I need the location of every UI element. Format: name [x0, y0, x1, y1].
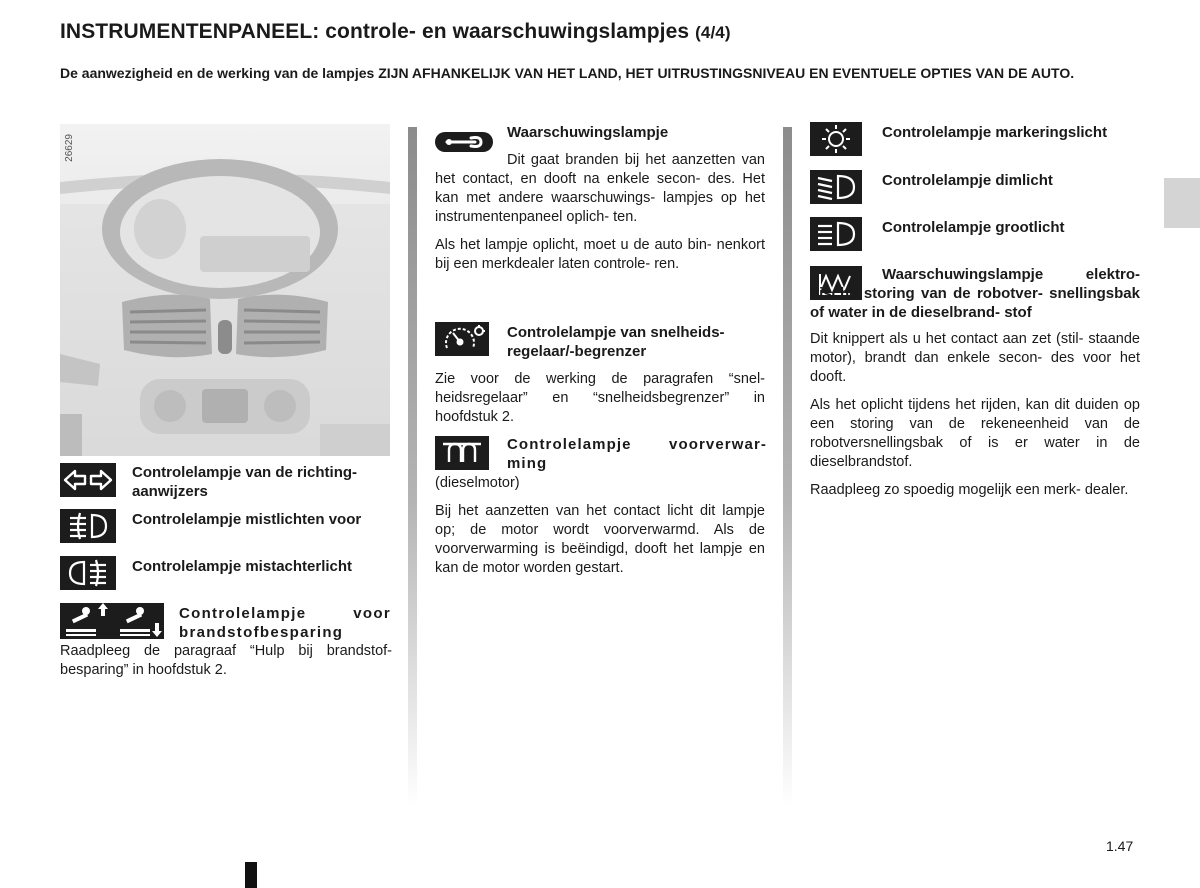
main-beam-entry — [810, 217, 862, 256]
main-beam-icon — [810, 217, 862, 251]
column-separator — [783, 127, 792, 807]
gearbox-fault-paragraph-3: Raadpleeg zo spoedig mogelijk een merk- dealer. — [810, 482, 1129, 498]
cruise-text — [435, 370, 765, 427]
warning-paragraph-2: Als het lampje oplicht, moet u de auto bin- nenkort bij een merkdealer laten controle- ren. — [435, 237, 765, 272]
sidelight-entry — [810, 122, 862, 161]
page-part: (4/4) — [695, 23, 731, 42]
fuel-economy-paragraph: Raadpleeg de paragraaf “Hulp bij brandstof- besparing” in hoofdstuk 2. — [60, 643, 392, 678]
gearbox-fault-paragraph-2: Als het oplicht tijdens het rijden, kan dit duiden op een storing van de rekeneenheid van de robotversnellingsbak of is er water in de dieselbrandstof. — [810, 397, 1140, 470]
intro-text: De aanwezigheid en de werking van de lampjes ZIJN AFHANKELIJK VAN HET LAND, HET UITRUSTINGSNIVEAU EN EVENTUELE OPTIES VAN DE AUTO. — [60, 65, 1075, 81]
page-title — [60, 20, 731, 44]
fuel-economy-shift-icon — [60, 603, 164, 639]
front-fog-label: Controlelampje mistlichten voor — [132, 511, 362, 528]
warning-text — [435, 151, 765, 274]
preheat-entry — [435, 436, 489, 475]
direction-indicator-arrows-icon — [60, 463, 116, 497]
dipped-beam-icon — [810, 170, 862, 204]
dipped-beam-entry — [810, 170, 862, 209]
gearbox-fault-label: Waarschuwingslampje elektro- nische storing van de robotver- snellingsbak of water in de dieselbrand- stof — [810, 266, 1140, 321]
page-number: 1.47 — [1106, 838, 1134, 854]
gearbox-fault-paragraph-1: Dit knippert als u het contact aan zet (stil- staande motor), brandt dan enkele secon- des voor het dooft. — [810, 331, 1140, 385]
warning-label: Waarschuwingslampje — [507, 124, 669, 141]
front-fog-entry — [60, 509, 116, 548]
rear-fog-entry — [60, 556, 116, 595]
glow-plug-icon — [435, 436, 489, 470]
rear-fog-light-icon — [60, 556, 116, 590]
column-separator — [408, 127, 417, 807]
cruise-entry — [435, 322, 489, 361]
indicator-label: Controlelampje van de richting- aanwijzers — [132, 464, 358, 500]
gearbox-fault-text — [810, 265, 1140, 500]
warning-paragraph-1: Dit gaat branden bij het aanzetten van het contact, en dooft na enkele secon- des. Het kan met andere waarschuwings- lampjes op het instrumentenpaneel oplich- ten. — [435, 152, 765, 225]
cruise-paragraph: Zie voor de werking de paragrafen “snel- heidsregelaar” en “snelheidsbegrenzer” in hoofdstuk 2. — [435, 371, 765, 425]
rear-fog-label: Controlelampje mistachterlicht — [132, 558, 353, 575]
preheat-text — [435, 474, 765, 578]
preheat-sub: (dieselmotor) — [435, 475, 520, 491]
sidelight-label: Controlelampje markeringslicht — [882, 124, 1108, 141]
wrench-icon — [435, 132, 493, 152]
fuel-economy-label: Controlelampje voor brandstofbesparing — [179, 605, 391, 641]
indicator-entry — [60, 463, 116, 502]
sidelight-icon — [810, 122, 862, 156]
photo-reference-code: 26629 — [64, 134, 75, 162]
chapter-tab — [1164, 178, 1200, 228]
preheat-label: Controlelampje voorverwar- ming — [507, 436, 767, 472]
page-title-text: INSTRUMENTENPANEEL: controle- en waarschuwingslampjes — [60, 20, 690, 43]
print-mark — [245, 862, 257, 888]
fuel-economy-entry — [60, 603, 164, 644]
front-fog-light-icon — [60, 509, 116, 543]
fuel-economy-text — [60, 642, 392, 680]
dashboard-photo — [60, 124, 390, 456]
preheat-paragraph: Bij het aanzetten van het contact licht dit lampje op; de motor wordt voorverwarmd. Als de voorverwarming is beëindigd, dooft het lampje en kan de motor worden gestart. — [435, 503, 765, 576]
dipped-beam-label: Controlelampje dimlicht — [882, 172, 1053, 189]
cruise-label: Controlelampje van snelheids- regelaar/-begrenzer — [507, 324, 725, 360]
cruise-control-speedometer-icon — [435, 322, 489, 356]
main-beam-label: Controlelampje grootlicht — [882, 219, 1065, 236]
